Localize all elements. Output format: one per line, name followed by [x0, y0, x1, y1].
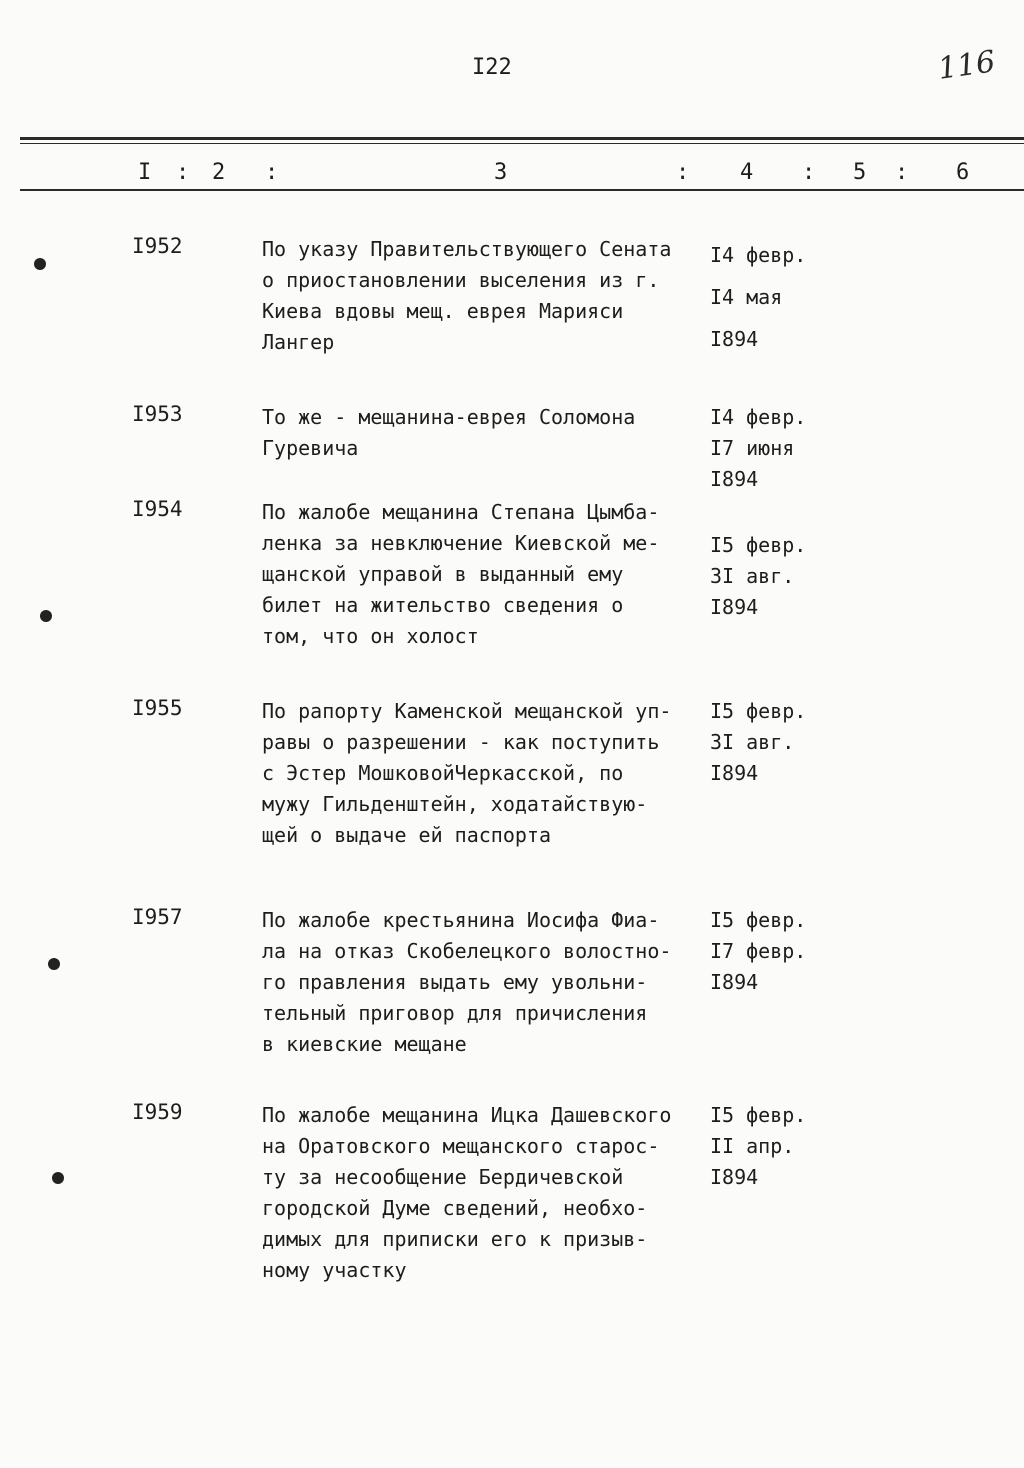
column-separator: : — [676, 160, 690, 185]
entry-description: По указу Правительствующего Сената о приостановлении выселения из г. Киева вдовы мещ. еврея Марияси Лангер — [262, 237, 672, 354]
entry-number: I959 — [132, 1100, 183, 1124]
column-header-2: 2 — [212, 160, 226, 185]
column-separator: : — [265, 160, 279, 185]
entry-dates: I5 февр. 3I авг. I894 — [710, 699, 807, 785]
header-rule-bottom — [20, 189, 1024, 191]
column-header-1: I — [138, 160, 152, 185]
column-header-3: 3 — [494, 160, 508, 185]
column-separator: : — [895, 160, 909, 185]
header-rule-top — [20, 137, 1024, 140]
column-header-5: 5 — [853, 160, 867, 185]
entry-description: По жалобе мещанина Ицка Дашевского на Оратовского мещанского старос- ту за несообщение Бердичевской городской Думе сведений, необхо- димых для приписки его к призыв- ному участку — [262, 1103, 672, 1282]
entry-number: I954 — [132, 497, 183, 521]
entry-description: По рапорту Каменской мещанской уп- равы о разрешении - как поступить с Эстер МошковойЧеркасской, по мужу Гильденштейн, ходатайствую- щей о выдаче ей паспорта — [262, 699, 672, 847]
entry-number: I957 — [132, 905, 183, 929]
binder-hole-mark — [52, 1172, 64, 1184]
column-header-row — [0, 160, 1004, 190]
entry-dates: I5 февр. 3I авг. I894 — [710, 533, 807, 619]
entry-description: По жалобе мещанина Степана Цымба- ленка за невключение Киевской ме- щанской управой в выданный ему билет на жительство сведения о том, что он холост — [262, 500, 660, 648]
column-header-4: 4 — [740, 160, 754, 185]
binder-hole-mark — [40, 610, 52, 622]
entry-description: То же - мещанина-еврея Соломона Гуревича — [262, 405, 636, 460]
page-number: I22 — [472, 55, 512, 80]
column-separator: : — [802, 160, 816, 185]
entry-dates: I4 февр. I7 июня I894 — [710, 405, 807, 491]
entry-description: По жалобе крестьянина Иосифа Фиа- ла на отказ Скобелецкого волостно- го правления выдать ему увольни- тельный приговор для причисления в киевские мещане — [262, 908, 672, 1056]
entry-number: I955 — [132, 696, 183, 720]
header-rule-top-thin — [20, 143, 1024, 144]
entry-dates: I5 февр. II апр. I894 — [710, 1103, 807, 1189]
entry-number: I952 — [132, 234, 183, 258]
handwritten-folio-number: 116 — [935, 44, 998, 87]
entry-dates: I4 февр. I4 мая I894 — [710, 243, 807, 351]
column-separator: : — [176, 160, 190, 185]
entry-dates: I5 февр. I7 февр. I894 — [710, 908, 807, 994]
entry-number: I953 — [132, 402, 183, 426]
binder-hole-mark — [48, 958, 60, 970]
column-header-6: 6 — [956, 160, 970, 185]
binder-hole-mark — [34, 258, 46, 270]
